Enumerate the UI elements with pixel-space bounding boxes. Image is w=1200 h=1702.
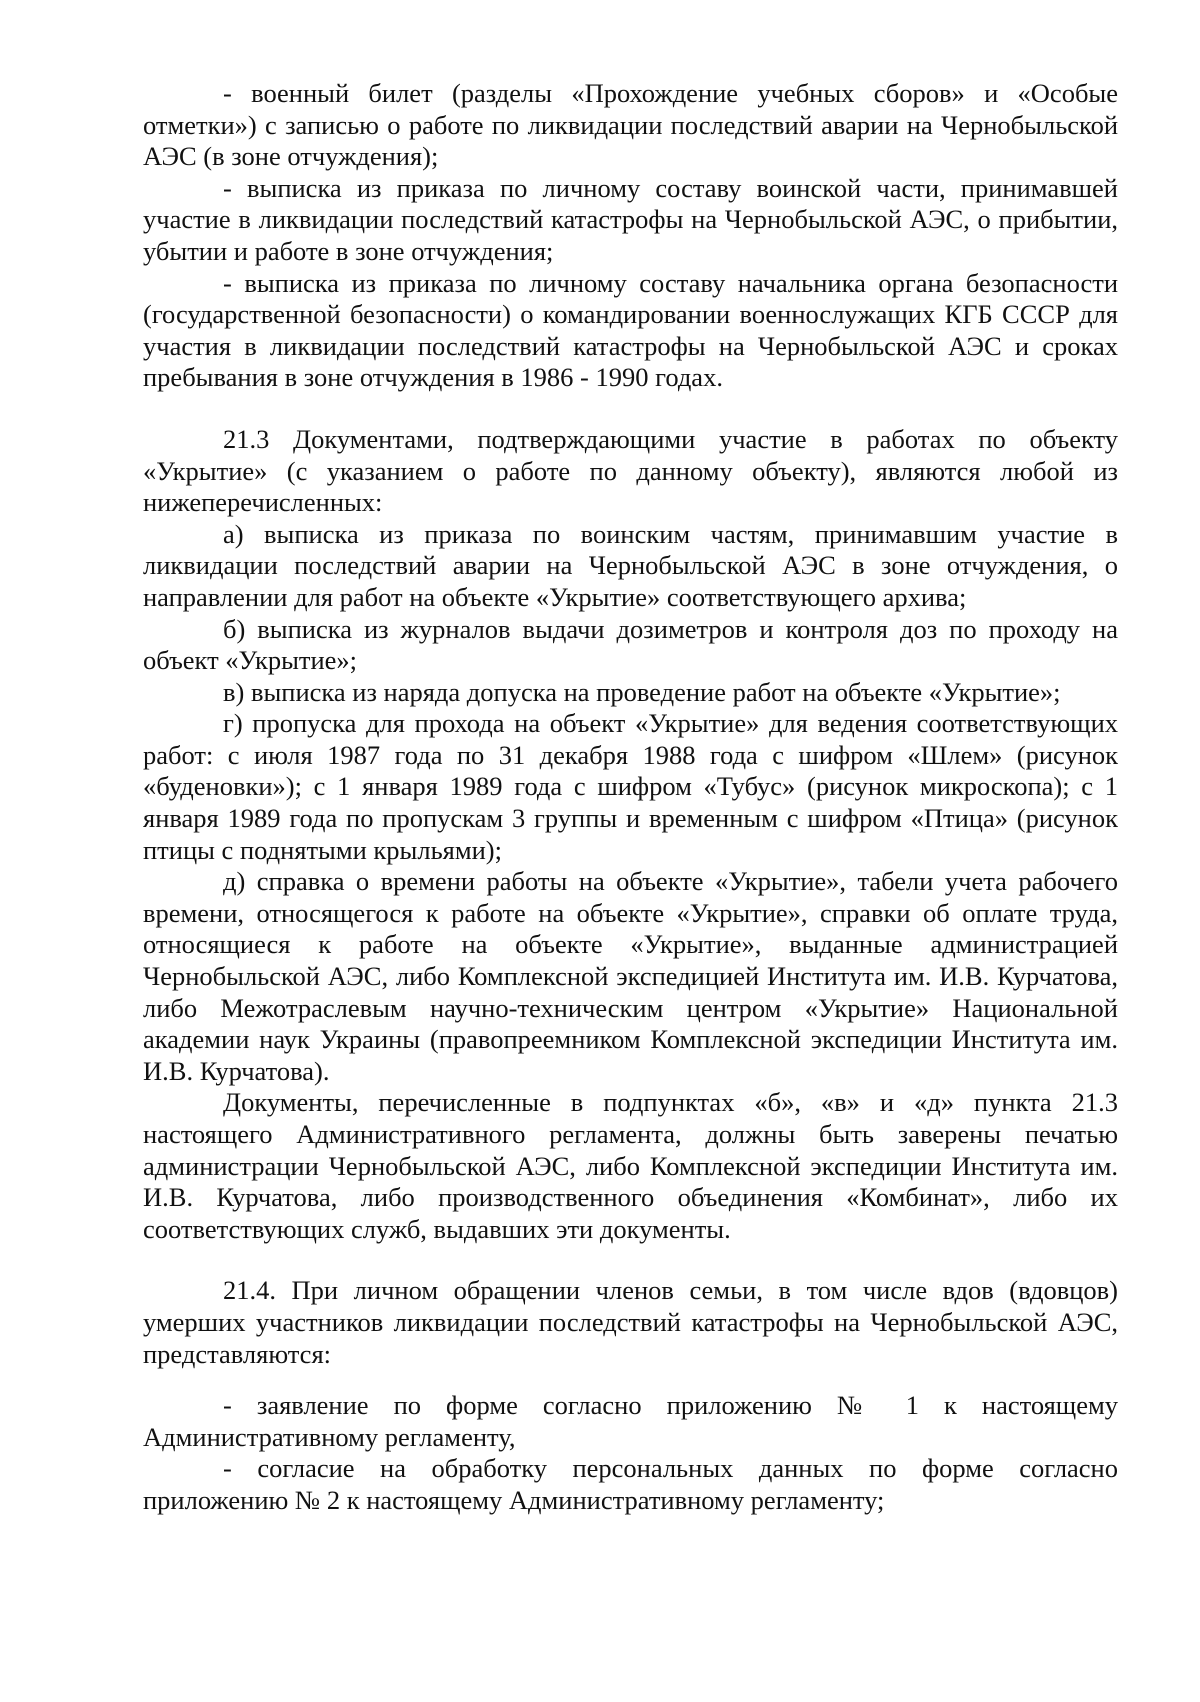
paragraph-military-id: - военный билет (разделы «Прохождение учебных сборов» и «Особые отметки») с записью о работе по ликвидации последствий аварии на Чернобыльской АЭС (в зоне отчуждения); [143,78,1118,172]
paragraph-unit-order-extract: - выписка из приказа по личному составу воинской части, принимавшей участие в ликвидации последствий катастрофы на Чернобыльской АЭС, о прибытии, убытии и работе в зоне отчуждения; [143,172,1118,266]
paragraph-item-a: а) выписка из приказа по воинским частям, принимавшим участие в ликвидации последствий аварии на Чернобыльской АЭС в зоне отчуждения, о направлении для работ на объекте «Укрытие» соответствующего архива; [143,518,1118,612]
document-body [143,78,1118,1517]
paragraph-item-g: г) пропуска для прохода на объект «Укрытие» для ведения соответствующих работ: с июля 1987 года по 31 декабря 1988 года с шифром «Шлем» (рисунок «буденовки»); с 1 января 1989 года с шифром «Тубус» (рисунок микроскопа); с 1 января 1989 года по пропускам 3 группы и временным с шифром «Птица» (рисунок птицы с поднятыми крыльями); [143,708,1118,865]
paragraph-item-b: б) выписка из журналов выдачи дозиметров и контроля доз по проходу на объект «Укрытие»; [143,613,1118,676]
paragraph-personal-data-consent: - согласие на обработку персональных данных по форме согласно приложению № 2 к настоящему Административному регламенту; [143,1453,1118,1515]
paragraph-certification-note: Документы, перечисленные в подпунктах «б», «в» и «д» пункта 21.3 настоящего Административного регламента, должны быть заверены печатью администрации Чернобыльской АЭС, либо Комплексной экспедиции Института им. И.В. Курчатова, либо производственного объединения «Комбинат», либо их соответствующих служб, выдавших эти документы. [143,1087,1118,1244]
paragraph-section-21-3: 21.3 Документами, подтверждающими участие в работах по объекту «Укрытие» (с указанием о работе по данному объекту), являются любой из нижеперечисленных: [143,423,1118,518]
paragraph-item-d: д) справка о времени работы на объекте «Укрытие», табели учета рабочего времени, относящегося к работе на объекте «Укрытие», справки об оплате труда, относящиеся к работе на объекте «Укрытие», выданные администрацией Чернобыльской АЭС, либо Комплексной экспедицией Института им. И.В. Курчатова, либо Межотраслевым научно-техническим центром «Укрытие» Национальной академии наук Украины (правопреемником Комплексной экспедиции Института им. И.В. Курчатова). [143,866,1118,1086]
paragraph-application-form: - заявление по форме согласно приложению № 1 к настоящему Административному регламенту, [143,1390,1118,1452]
paragraph-section-21-4: 21.4. При личном обращении членов семьи, в том числе вдов (вдовцов) умерших участников ликвидации последствий катастрофы на Чернобыльской АЭС, представляются: [143,1275,1118,1369]
paragraph-item-v: в) выписка из наряда допуска на проведение работ на объекте «Укрытие»; [223,676,1061,707]
paragraph-security-order-extract: - выписка из приказа по личному составу начальника органа безопасности (государственной безопасности) о командировании военнослужащих КГБ СССР для участия в ликвидации последствий катастрофы на Чернобыльской АЭС и сроках пребывания в зоне отчуждения в 1986 - 1990 годах. [143,267,1118,393]
